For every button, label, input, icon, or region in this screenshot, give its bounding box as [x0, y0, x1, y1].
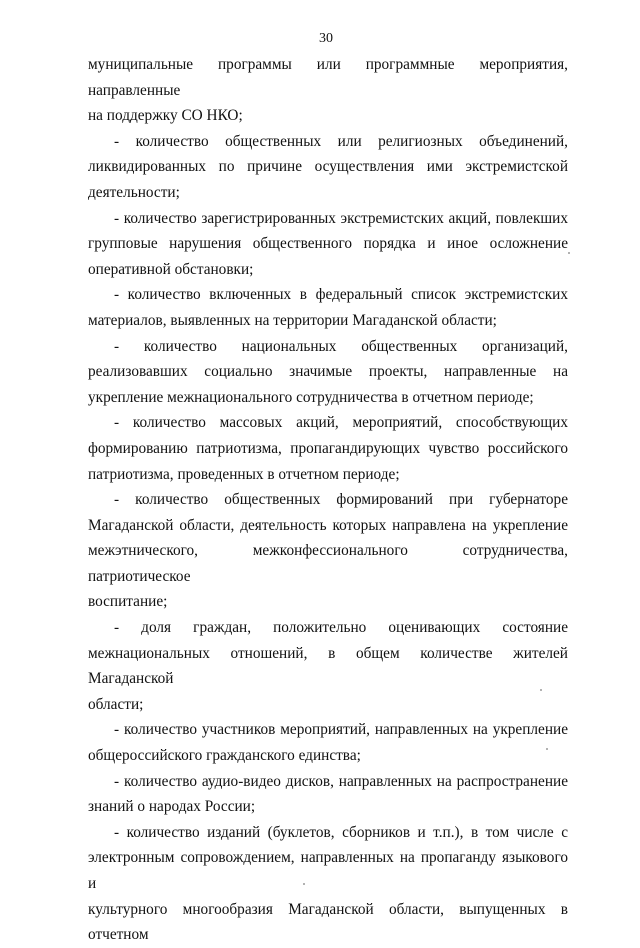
text-line: межэтнического, межконфессионального сотрудничества, патриотическое [88, 542, 568, 585]
text-line: - количество изданий (буклетов, сборников и т.п.), в том числе с [114, 823, 568, 841]
text-line: - количество массовых акций, мероприятий, способствующих [114, 414, 568, 432]
paragraph [88, 334, 568, 411]
paragraph [88, 717, 568, 768]
page-number: 30 [319, 31, 333, 46]
paragraph [88, 410, 568, 487]
text-line: на поддержку СО НКО; [88, 107, 243, 125]
text-line: - количество национальных общественных организаций, [114, 337, 568, 355]
text-line: межнациональных отношений, в общем количестве жителей Магаданской [88, 644, 568, 688]
paragraph [88, 206, 568, 283]
text-line: укрепление межнационального сотрудничества в отчетном периоде; [88, 388, 534, 406]
paragraph [88, 615, 568, 717]
text-line: формированию патриотизма, пропагандирующих чувство российского [88, 439, 568, 457]
text-line: - количество аудио-видео дисков, направленных на распространение [114, 772, 568, 790]
text-line: - количество включенных в федеральный список экстремистских [114, 286, 568, 304]
text-line: ликвидированных по причине осуществления ими экстремистской [88, 158, 568, 176]
text-line: материалов, выявленных на территории Магаданской области; [88, 311, 497, 329]
text-line: - количество общественных формирований при губернаторе [114, 491, 568, 509]
text-line: - количество общественных или религиозных объединений, [114, 132, 568, 150]
paragraph [88, 487, 568, 615]
paragraph [88, 820, 568, 948]
scan-speck [568, 252, 570, 254]
text-line: воспитание; [88, 593, 168, 611]
scan-speck [540, 689, 542, 691]
scan-speck [303, 883, 305, 885]
text-line: патриотизма, проведенных в отчетном периоде; [88, 465, 400, 483]
text-line: электронным сопровождением, направленных на пропаганду языкового и [88, 849, 568, 892]
text-line: групповые нарушения общественного порядка и иное осложнение [88, 235, 568, 253]
text-line: знаний о народах России; [88, 798, 256, 816]
text-line: деятельности; [88, 183, 180, 201]
paragraph [88, 282, 568, 333]
text-line: области; [88, 695, 144, 713]
scan-speck [546, 748, 548, 750]
text-line: Магаданской области, деятельность которых направлена на укрепление [88, 516, 568, 534]
text-line: оперативной обстановки; [88, 260, 254, 278]
paragraph [88, 129, 568, 206]
paragraph [88, 769, 568, 820]
text-line: муниципальные программы или программные мероприятия, направленные [88, 56, 568, 99]
text-line: культурного многообразия Магаданской области, выпущенных в отчетном [88, 900, 568, 944]
document-body [88, 52, 568, 948]
paragraph [88, 52, 568, 129]
text-line: - доля граждан, положительно оценивающих состояние [114, 619, 568, 637]
text-line: - количество участников мероприятий, направленных на укрепление [114, 721, 568, 739]
text-line: реализовавших социально значимые проекты, направленные на [88, 363, 568, 381]
text-line: общероссийского гражданского единства; [88, 747, 361, 765]
text-line: - количество зарегистрированных экстремистских акций, повлекших [114, 209, 568, 227]
